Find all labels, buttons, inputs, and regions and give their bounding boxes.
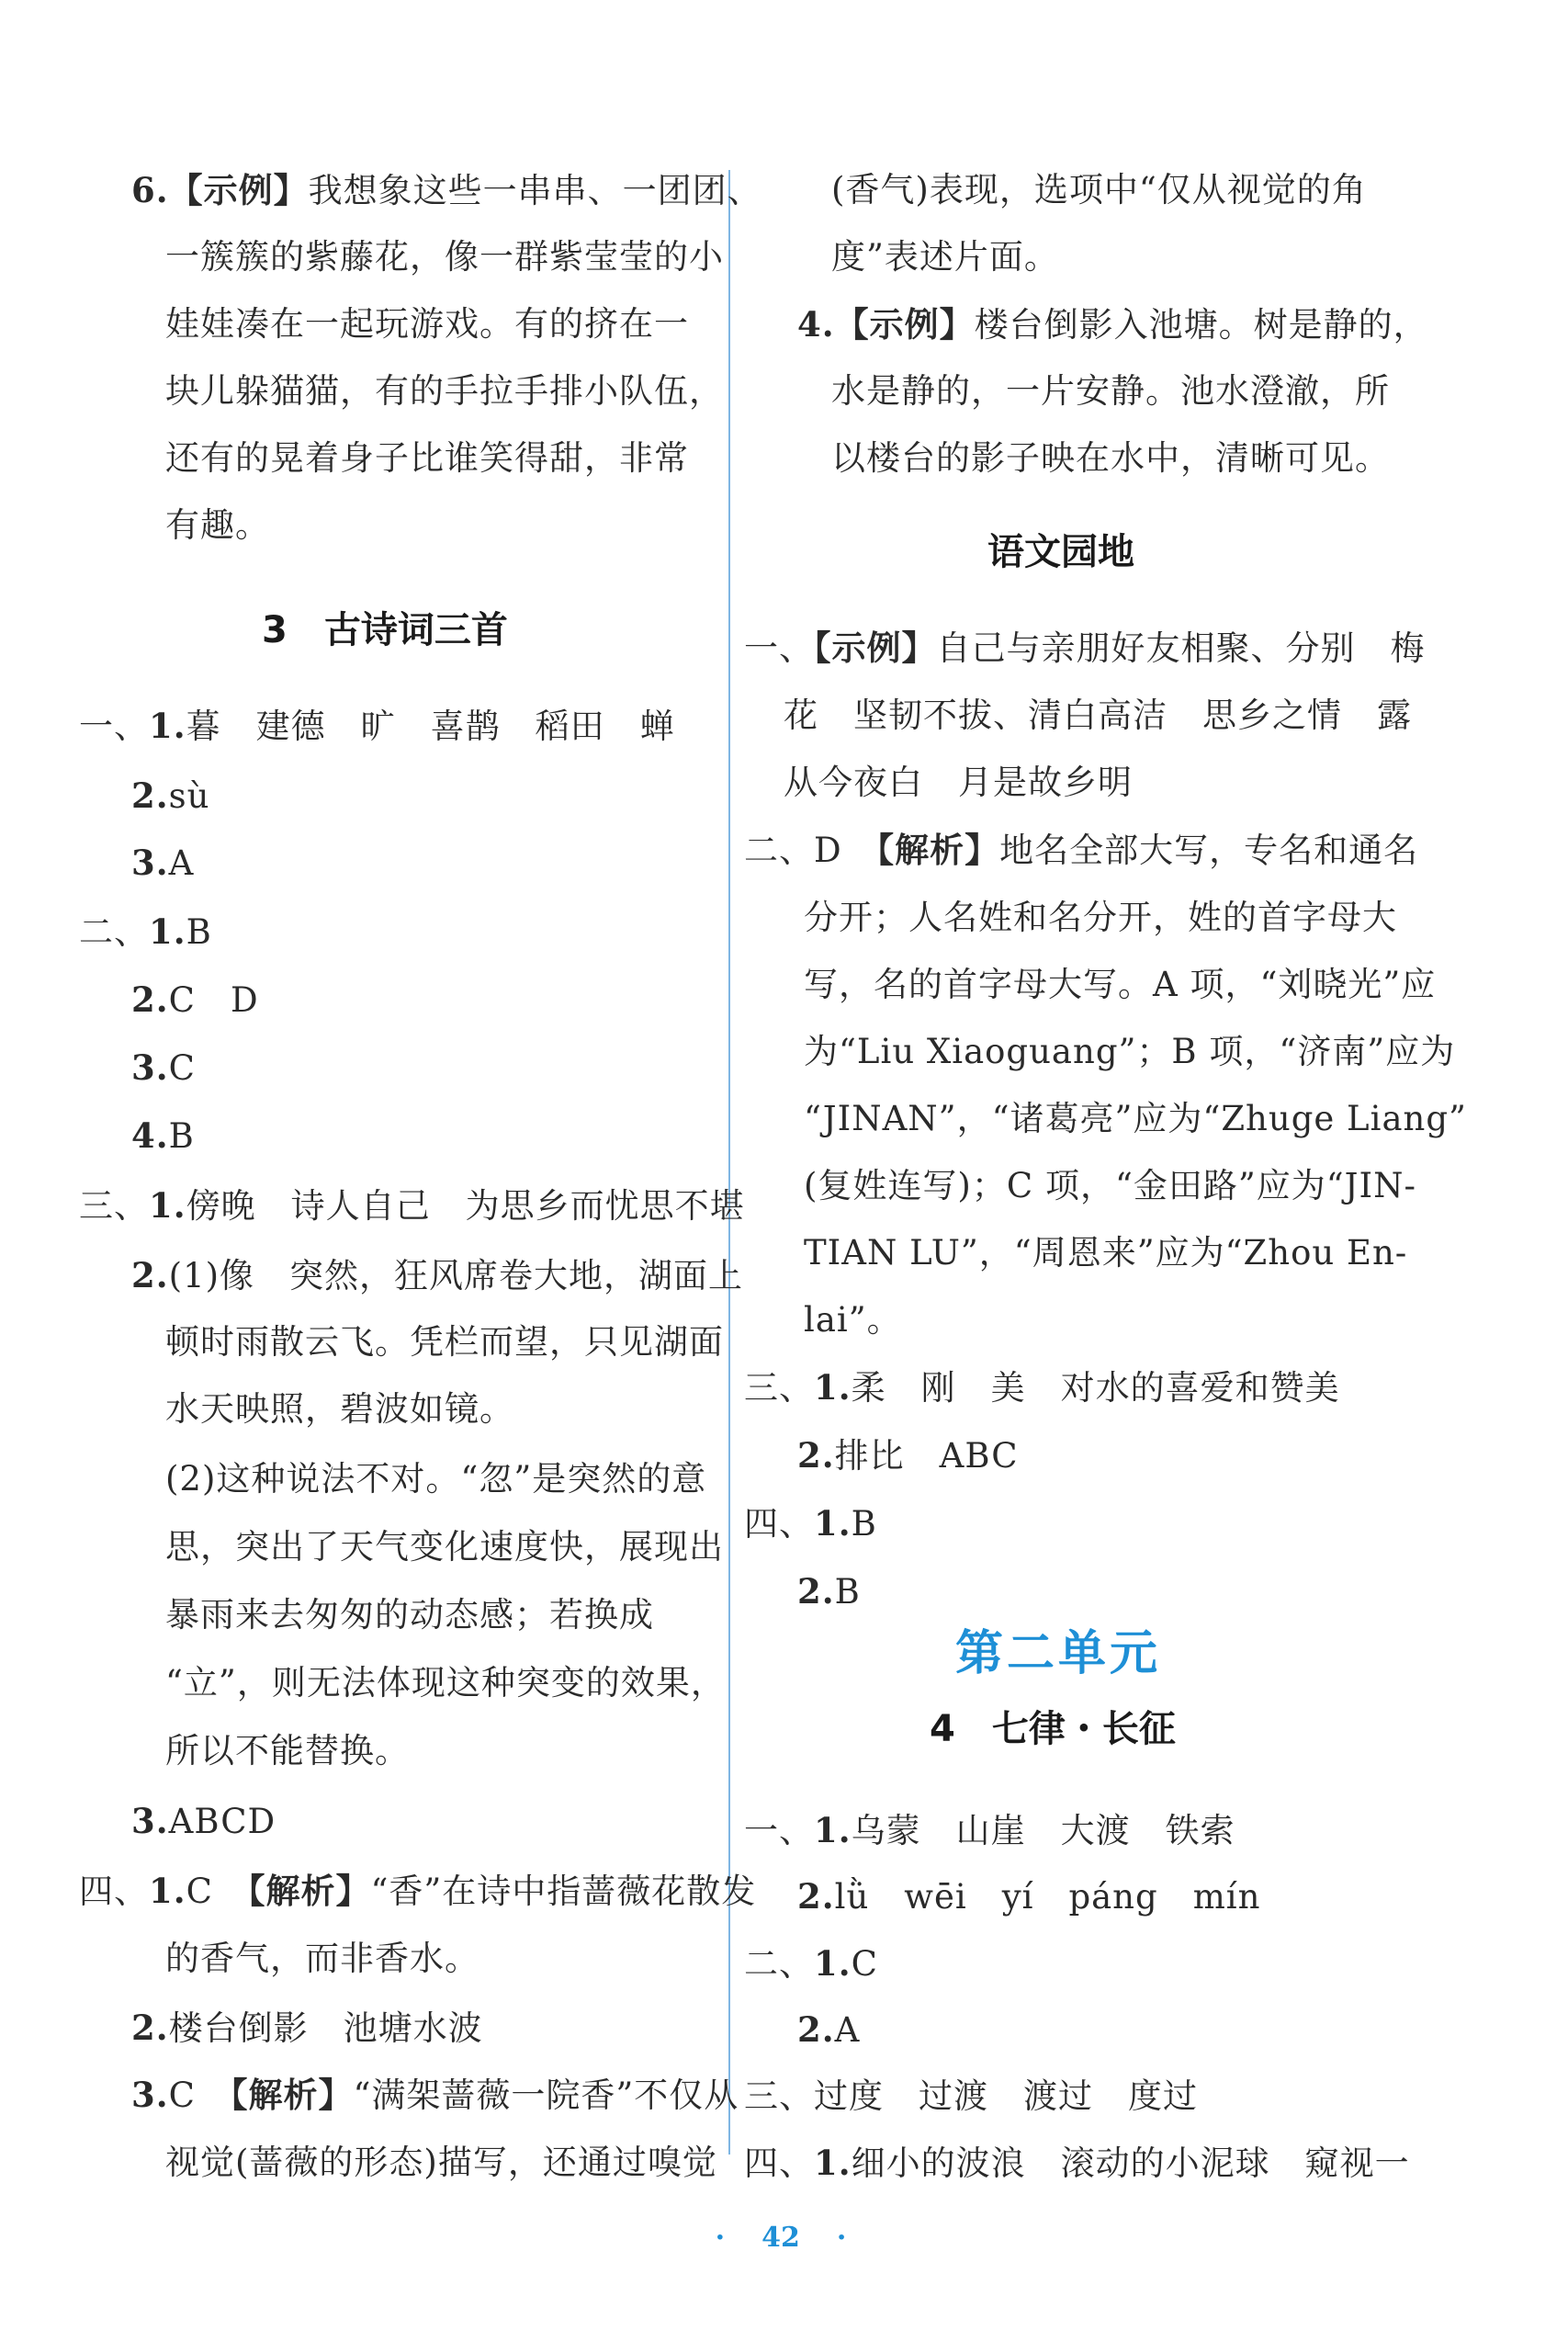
answer-letter: C: [186, 1872, 213, 1911]
q6-line-1: [131, 168, 762, 213]
footer-dot-right: ·: [836, 2222, 847, 2254]
yd-er-line-6: (复姓连写)；C 项，“金田路”应为“JIN-: [804, 1166, 1417, 1205]
s3-yi-1: [79, 704, 675, 749]
yd-er-line-4: 为“Liu Xiaoguang”；B 项，“济南”应为: [804, 1032, 1456, 1071]
answer-text: (1)像 突然，狂风席卷大地，湖面上: [168, 1256, 744, 1295]
s3-si-1-line-2: 的香气，而非香水。: [165, 1939, 479, 1978]
s3-si-3-line-1: [131, 2073, 739, 2118]
part-si-prefix: 四、: [79, 1872, 149, 1911]
q4-line-1: [797, 302, 1428, 347]
s3-er-1: [79, 910, 212, 955]
item-number: 1.: [814, 1367, 852, 1408]
s3-san-2-line-7: “立”，则无法体现这种突变的效果，: [165, 1663, 726, 1702]
item-number: 3.: [131, 843, 169, 883]
answer-text: 自己与亲朋好友相聚、分别 梅: [936, 628, 1426, 668]
item-number: 2.: [131, 1255, 169, 1295]
s4-yi-1: [744, 1808, 1235, 1853]
s3-san-2-line-5: 思，突出了天气变化速度快，展现出: [165, 1527, 724, 1567]
q6-line-4: 块儿躲猫猫，有的手拉手排小队伍，: [165, 371, 724, 411]
section-3-title: 3 古诗词三首: [262, 609, 508, 651]
q6-line-6: 有趣。: [165, 505, 270, 545]
example-tag: 【示例】: [814, 628, 937, 668]
item-number: 2.: [797, 1876, 835, 1917]
answer-text: B: [834, 1572, 861, 1612]
part-san-prefix: 三、: [744, 1368, 814, 1408]
item-number: 2.: [797, 2009, 835, 2050]
s3-san-2-line-1: [131, 1253, 743, 1298]
item-number: 4.: [797, 304, 835, 345]
answer-text: 傍晚 诗人自己 为思乡而忧思不堪: [186, 1186, 745, 1226]
answer-text: C D: [168, 980, 259, 1020]
s3-san-2-line-8: 所以不能替换。: [165, 1731, 410, 1770]
continued-line-1: (香气)表现，选项中“仅从视觉的角: [831, 170, 1367, 209]
analysis-tag: 【解析】: [876, 831, 1000, 870]
q4-line-2: 水是静的，一片安静。池水澄澈，所: [831, 371, 1390, 411]
s3-er-3: [131, 1046, 196, 1091]
q6-line-3: 娃娃凑在一起玩游戏。有的挤在一: [165, 304, 689, 344]
yd-er-line-7: TIAN LU”，“周恩来”应为“Zhou En-: [804, 1233, 1408, 1272]
page-number: 42: [761, 2222, 800, 2254]
s4-er-1: [744, 1941, 878, 1986]
q6-line-5: 还有的晃着身子比谁笑得甜，非常: [165, 438, 689, 478]
answer-text: 排比 ABC: [834, 1436, 1019, 1476]
part-si-prefix: 四、: [744, 2143, 814, 2183]
answer-text: 柔 刚 美 对水的喜爱和赞美: [851, 1368, 1340, 1408]
s4-san: [744, 2075, 1198, 2119]
item-number: 3.: [131, 1047, 169, 1088]
part-er-prefix: 二、: [744, 831, 814, 870]
answer-text: A: [168, 843, 195, 883]
q4-line-3: 以楼台的影子映在水中，清晰可见。: [831, 438, 1390, 478]
part-si-prefix: 四、: [744, 1504, 814, 1544]
yd-yi-line-1: [744, 627, 1426, 671]
item-number: 1.: [814, 1943, 852, 1984]
example-tag: 【示例】: [834, 305, 975, 345]
item-number: 2.: [797, 1571, 835, 1612]
s3-er-2: [131, 978, 259, 1023]
analysis-text: “香”在诗中指蔷薇花散发: [370, 1872, 757, 1911]
q6-line-2: 一簇簇的紫藤花，像一群紫莹莹的小: [165, 237, 724, 277]
answer-text: 乌蒙 山崖 大渡 铁索: [851, 1811, 1235, 1850]
item-number: 3.: [131, 1801, 169, 1841]
analysis-text: “满架蔷薇一院香”不仅从: [353, 2076, 739, 2115]
answer-text: sù: [168, 776, 210, 816]
answer-text: C: [851, 1944, 878, 1984]
s4-yi-2: [797, 1874, 1260, 1919]
item-number: 2.: [797, 1435, 835, 1476]
part-er-prefix: 二、: [79, 912, 149, 952]
yd-er-line-2: 分开；人名姓和名分开，姓的首字母大: [804, 898, 1397, 937]
part-er-prefix: 二、: [744, 1944, 814, 1984]
answer-text: 暮 建德 旷 喜鹊 稻田 蝉: [186, 707, 675, 746]
s3-san-2-line-6: 暴雨来去匆匆的动态感；若换成: [165, 1595, 654, 1634]
answer-text: B: [168, 1116, 195, 1156]
part-san-prefix: 三、: [79, 1186, 149, 1226]
answer-text: 过度 过渡 渡过 度过: [814, 2076, 1198, 2116]
yd-er-line-5: “JINAN”，“诸葛亮”应为“Zhuge Liang”: [804, 1099, 1467, 1138]
s3-san-2-line-3: 水天映照，碧波如镜。: [165, 1389, 514, 1429]
s3-si-1-line-1: [79, 1869, 756, 1914]
example-tag: 【示例】: [168, 171, 309, 210]
s3-yi-3: [131, 841, 194, 886]
yd-san-2: [797, 1433, 1019, 1478]
yd-san-1: [744, 1365, 1340, 1410]
answer-text: 细小的波浪 滚动的小泥球 窥视一: [851, 2143, 1410, 2183]
continued-line-2: 度”表述片面。: [831, 237, 1059, 277]
s3-san-1: [79, 1183, 745, 1228]
part-san-prefix: 三、: [744, 2076, 814, 2116]
yd-si-2: [797, 1569, 861, 1614]
q6-number: 6.: [131, 170, 169, 210]
analysis-tag: 【解析】: [247, 1872, 371, 1911]
item-number: 1.: [149, 1871, 186, 1911]
s3-san-2-line-4: (2)这种说法不对。“忽”是突然的意: [165, 1459, 707, 1499]
part-yi-prefix: 一、: [79, 707, 149, 746]
answer-text: ABCD: [168, 1802, 276, 1841]
s4-si-1: [744, 2141, 1410, 2186]
yd-er-line-8: lai”。: [804, 1300, 902, 1340]
item-number: 4.: [131, 1115, 169, 1156]
answer-text: 楼台倒影入池塘。树是静的，: [974, 305, 1428, 345]
yd-er-line-3: 写，名的首字母大写。A 项，“刘晓光”应: [804, 965, 1437, 1004]
item-number: 3.: [131, 2075, 169, 2115]
s3-san-3: [131, 1799, 276, 1844]
yuwen-yuandi-title: 语文园地: [987, 531, 1134, 573]
section-4-title: 4 七律・长征: [930, 1708, 1176, 1750]
answer-text: 楼台倒影 池塘水波: [168, 2008, 483, 2048]
column-divider: [728, 170, 730, 2155]
item-number: 2.: [131, 979, 169, 1020]
yd-yi-line-2: 花 坚韧不拔、清白高洁 思乡之情 露: [784, 696, 1412, 735]
part-yi-prefix: 一、: [744, 628, 814, 668]
s3-san-2-line-2: 顿时雨散云飞。凭栏而望，只见湖面: [165, 1322, 724, 1362]
yd-yi-line-3: 从今夜白 月是故乡明: [784, 763, 1133, 802]
s3-si-2: [131, 2006, 483, 2051]
item-number: 1.: [149, 706, 186, 746]
answer-letter: C: [168, 2076, 196, 2115]
part-yi-prefix: 一、: [744, 1811, 814, 1850]
answer-letter: D: [814, 831, 842, 870]
item-number: 1.: [814, 1503, 852, 1544]
yd-er-line-1: [744, 829, 1418, 873]
answer-text: C: [168, 1048, 196, 1088]
unit-2-title: 第二单元: [955, 1625, 1162, 1681]
answer-text: A: [834, 2010, 861, 2050]
analysis-text: 地名全部大写，专名和通名: [999, 831, 1419, 870]
s3-si-3-line-2: 视觉(蔷薇的形态)描写，还通过嗅觉: [165, 2143, 717, 2182]
analysis-tag: 【解析】: [230, 2076, 354, 2115]
s4-er-2: [797, 2008, 860, 2053]
s3-yi-2: [131, 774, 209, 819]
item-number: 1.: [149, 1185, 186, 1226]
s3-er-4: [131, 1114, 195, 1159]
page-footer: [643, 2222, 919, 2254]
answer-text: B: [851, 1504, 877, 1544]
yd-si-1: [744, 1501, 877, 1546]
answer-text: B: [186, 912, 212, 952]
item-number: 2.: [131, 775, 169, 816]
pinyin-text: lǜ wēi yí páng mín: [834, 1877, 1261, 1917]
item-number: 2.: [131, 2008, 169, 2048]
item-number: 1.: [149, 911, 186, 952]
item-number: 1.: [814, 1810, 852, 1850]
q6-text: 我想象这些一串串、一团团、: [308, 171, 762, 210]
item-number: 1.: [814, 2143, 852, 2183]
footer-dot-left: ·: [715, 2222, 726, 2254]
